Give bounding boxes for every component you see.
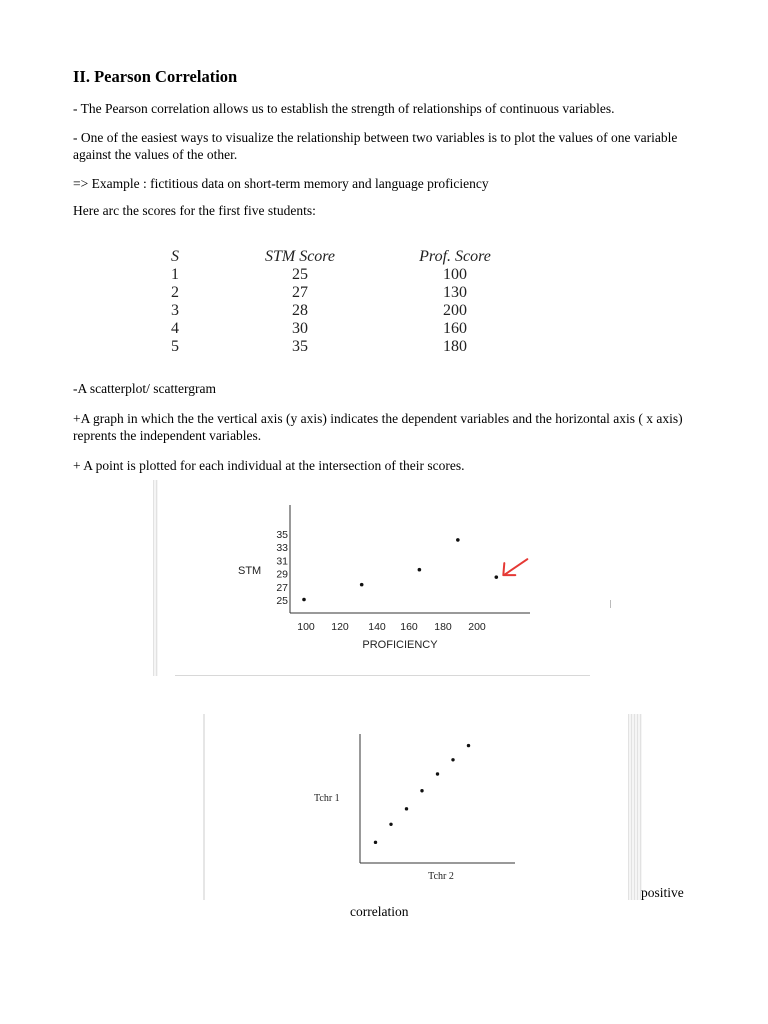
data-point — [495, 575, 499, 579]
table-column-student — [165, 248, 185, 356]
table-cell: 200 — [443, 302, 467, 319]
table-cell: 35 — [292, 338, 308, 355]
table-cell: 180 — [443, 338, 467, 355]
table-cell: 30 — [292, 320, 308, 337]
y-tick-label: 27 — [276, 581, 288, 594]
paragraph-example: => Example : fictitious data on short-term memory and language proficiency — [73, 176, 489, 191]
paragraph-point-plotted: + A point is plotted for each individual at the intersection of their scores. — [73, 458, 465, 473]
data-point — [302, 598, 306, 602]
x-tick-label: 200 — [468, 621, 486, 633]
table-cell: 3 — [171, 302, 179, 319]
data-point — [436, 772, 439, 775]
table-cell: 160 — [443, 320, 467, 337]
score-table — [165, 248, 510, 360]
paragraph-pearson-definition: - The Pearson correlation allows us to establish the strength of relationships of continuous variables. — [73, 101, 615, 116]
scan-edge — [628, 714, 642, 900]
y-axis-label: Tchr 1 — [314, 793, 340, 804]
y-axis-label: STM — [238, 565, 262, 577]
y-tick-label: 29 — [276, 568, 288, 581]
y-tick-label: 25 — [276, 595, 288, 607]
data-point — [451, 758, 454, 761]
scan-edge — [153, 480, 158, 676]
y-tick-label: 35 — [276, 529, 288, 541]
data-point — [389, 823, 392, 826]
x-tick-label: 120 — [331, 621, 349, 633]
y-tick-label: 33 — [276, 542, 288, 555]
scan-edge — [203, 714, 205, 900]
section-heading: II. Pearson Correlation — [73, 67, 238, 86]
x-axis-label: PROFICIENCY — [362, 639, 438, 651]
stm-proficiency-scatterplot — [200, 495, 580, 665]
teacher-ratings-scatterplot — [300, 730, 530, 890]
table-cell: 27 — [292, 284, 308, 301]
table-cell: 130 — [443, 284, 467, 301]
x-tick-label: 160 — [400, 621, 418, 633]
data-point — [360, 583, 364, 587]
x-tick-label: 140 — [368, 621, 386, 633]
data-point — [374, 841, 377, 844]
table-header: STM Score — [264, 248, 336, 265]
paragraph-scores-intro: Here arc the scores for the first five students: — [73, 203, 316, 218]
table-header: Prof. Score — [419, 248, 491, 265]
data-point — [418, 568, 422, 572]
table-column-stm — [245, 248, 355, 356]
data-point — [420, 789, 423, 792]
paragraph-visualize: - One of the easiest ways to visualize the relationship between two variables is to plot the values of one variable against the values of the other. — [73, 130, 678, 162]
table-cell: 2 — [171, 284, 179, 301]
data-point — [405, 807, 408, 810]
scan-mark — [610, 600, 611, 608]
x-axis-label: Tchr 2 — [428, 871, 454, 882]
x-tick-label: 180 — [434, 621, 452, 633]
data-point — [467, 744, 470, 747]
x-tick-label: 100 — [297, 621, 315, 633]
caption-positive: positive — [641, 885, 684, 900]
paragraph-axis-definition: +A graph in which the the vertical axis (y axis) indicates the dependent variables and the horizontal axis ( x axis) reprents the independent variables. — [73, 411, 683, 443]
y-tick-label: 31 — [276, 555, 288, 568]
red-arrow-icon — [503, 559, 527, 575]
table-cell: 1 — [171, 266, 179, 283]
data-point — [456, 538, 460, 542]
table-cell: 5 — [171, 338, 179, 355]
table-cell: 100 — [443, 266, 467, 283]
caption-correlation: correlation — [350, 904, 409, 919]
table-cell: 25 — [292, 266, 308, 283]
paragraph-scatterplot: -A scatterplot/ scattergram — [73, 381, 216, 396]
table-header: S — [171, 248, 179, 265]
divider — [175, 675, 590, 676]
table-cell: 28 — [292, 302, 308, 319]
table-column-prof — [400, 248, 510, 356]
table-cell: 4 — [171, 320, 179, 337]
